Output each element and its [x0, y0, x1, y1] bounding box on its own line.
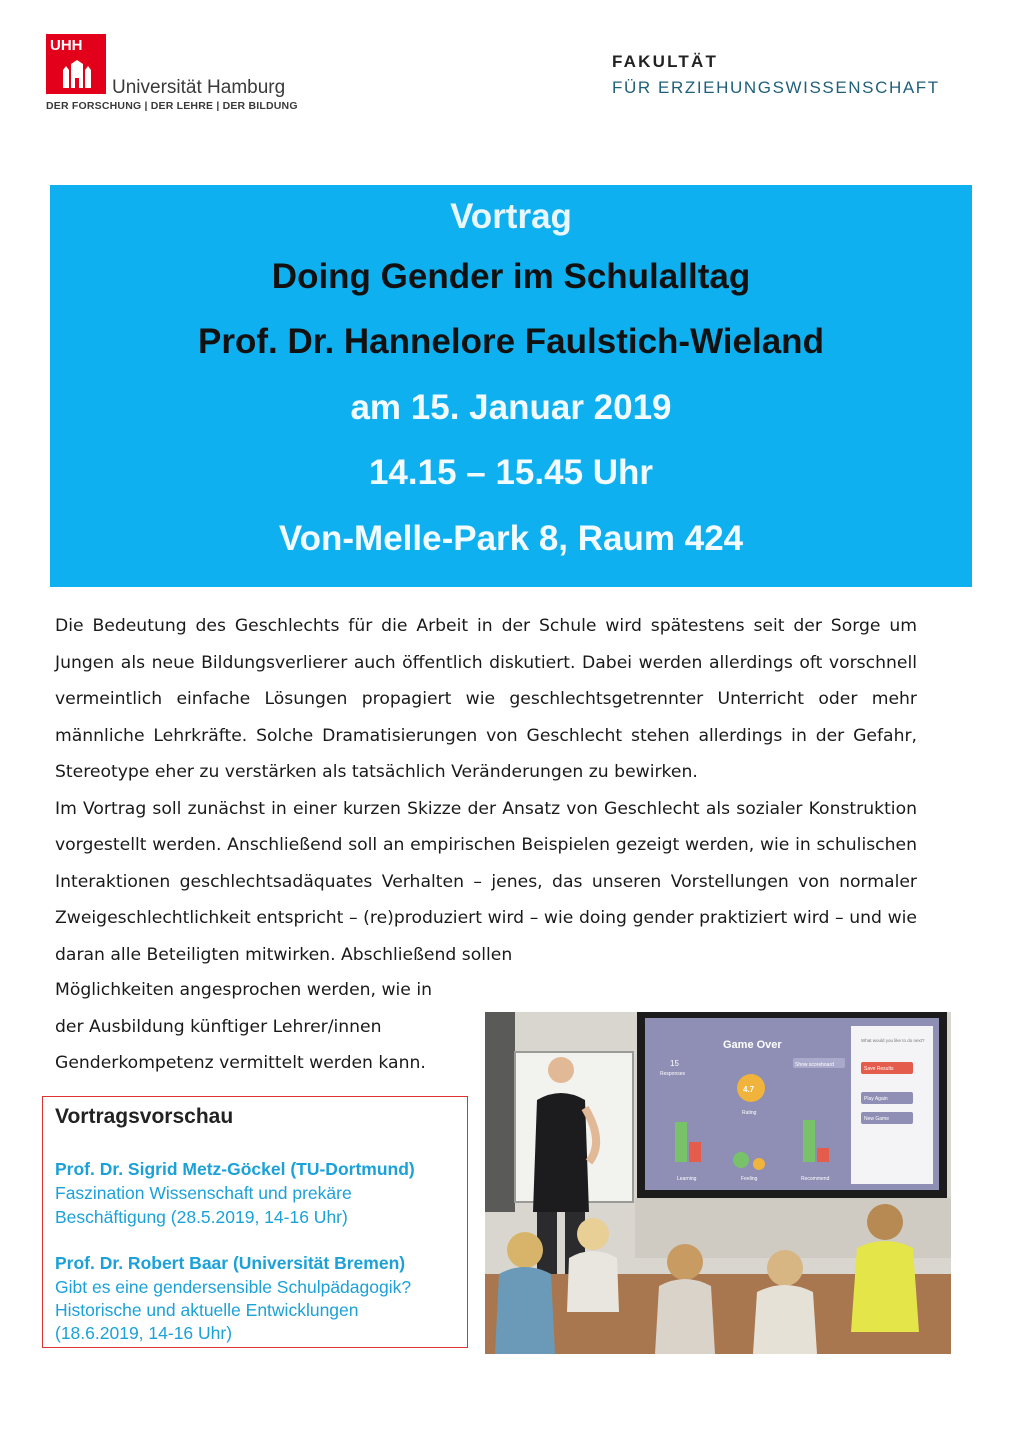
screen-save-results: Save Results — [864, 1066, 894, 1072]
classroom-illustration — [485, 1012, 951, 1354]
event-location: Von-Melle-Park 8, Raum 424 — [278, 519, 744, 558]
castle-icon — [61, 60, 93, 88]
preview-speaker-2: Prof. Dr. Robert Baar (Universität Bremen) — [55, 1253, 406, 1273]
screen-rating: Rating — [742, 1110, 757, 1116]
event-title: Doing Gender im Schulalltag — [271, 257, 751, 296]
label-feeling: Feeling — [741, 1176, 758, 1182]
preview-talk-1-line-1: Faszination Wissenschaft und prekäre — [55, 1183, 352, 1203]
university-motto: DER FORSCHUNG | DER LEHRE | DER BILDUNG — [46, 100, 298, 112]
screen-title: Game Over — [723, 1039, 782, 1051]
label-recommend: Recommend — [801, 1176, 830, 1182]
classroom-photo — [485, 1012, 951, 1354]
logo-red-block — [46, 34, 106, 94]
screen-side-question: What would you like to do next? — [861, 1038, 925, 1043]
description-paragraph-2: Im Vortrag soll zunächst in einer kurzen Skizze der Ansatz von Geschlecht als sozialer Konstruktion vorgestellt werden. Anschließend soll an empirischen Beispielen gezeigt werden, wie in schulischen Interaktionen geschlechtsadäquates Verhalten – jenes, das unseren Vorstellungen von normaler Zweigeschlechtlichkeit entspricht – (re)produziert wird – wie doing gender praktiziert wird – und wie daran alle Beteiligten mitwirken. Abschließend sollen — [55, 798, 917, 965]
preview-title: Vortragsvorschau — [55, 1105, 234, 1128]
faculty-label: FAKULTÄT — [612, 52, 719, 71]
description-paragraph-1: Die Bedeutung des Geschlechts für die Arbeit in der Schule wird spätestens seit der Sorge um Jungen als neue Bildungsverlierer auch öffentlich diskutiert. Dabei werden allerdings oft vorschnell vermeintlich einfache Lösungen propagiert wie geschlechtsgetrennter Unterricht oder mehr männliche Lehrkräfte. Solche Dramatisierungen von Geschlecht stehen allerdings in der Gefahr, Stereotype eher zu verstärken als tatsächlich Veränderungen zu bewirken. — [55, 616, 917, 782]
screen-count: 15 — [670, 1059, 679, 1068]
preview-talk-2-line-1: Gibt es eine gendersensible Schulpädagogik? — [55, 1277, 412, 1297]
description-tail-line-3: Genderkompetenz vermittelt werden kann. — [55, 1053, 426, 1073]
preview-talk-2-line-2: Historische und aktuelle Entwicklungen — [55, 1300, 359, 1320]
screen-new-game: New Game — [864, 1116, 890, 1122]
faculty-name: FÜR ERZIEHUNGSWISSENSCHAFT — [612, 78, 940, 97]
preview-talk-2-line-3: (18.6.2019, 14-16 Uhr) — [55, 1323, 233, 1343]
screen-responses: Responses — [660, 1071, 686, 1077]
event-date: am 15. Januar 2019 — [350, 388, 672, 427]
event-time: 14.15 – 15.45 Uhr — [368, 453, 654, 492]
description-tail-line-2: der Ausbildung künftiger Lehrer/innen — [55, 1016, 382, 1037]
show-scoreboard: Show scoreboard — [795, 1062, 834, 1068]
preview-talk-1-line-2: Beschäftigung (28.5.2019, 14-16 Uhr) — [55, 1207, 348, 1227]
event-kind: Vortrag — [450, 197, 572, 236]
university-name: Universität Hamburg — [112, 77, 286, 98]
screen-play-again: Play Again — [864, 1096, 888, 1102]
label-learning: Learning — [677, 1176, 697, 1182]
event-speaker: Prof. Dr. Hannelore Faulstich-Wieland — [198, 322, 824, 361]
university-logo — [46, 34, 296, 114]
logo-initials: UHH — [50, 37, 83, 54]
screen-score: 4.7 — [743, 1085, 755, 1094]
description-tail — [55, 972, 475, 1082]
event-description — [55, 608, 917, 973]
talk-preview-box — [42, 1096, 468, 1348]
preview-speaker-1: Prof. Dr. Sigrid Metz-Göckel (TU-Dortmund) — [55, 1159, 415, 1179]
event-banner — [50, 185, 972, 587]
description-tail-line-1: Möglichkeiten angesprochen werden, wie in — [55, 980, 432, 1000]
